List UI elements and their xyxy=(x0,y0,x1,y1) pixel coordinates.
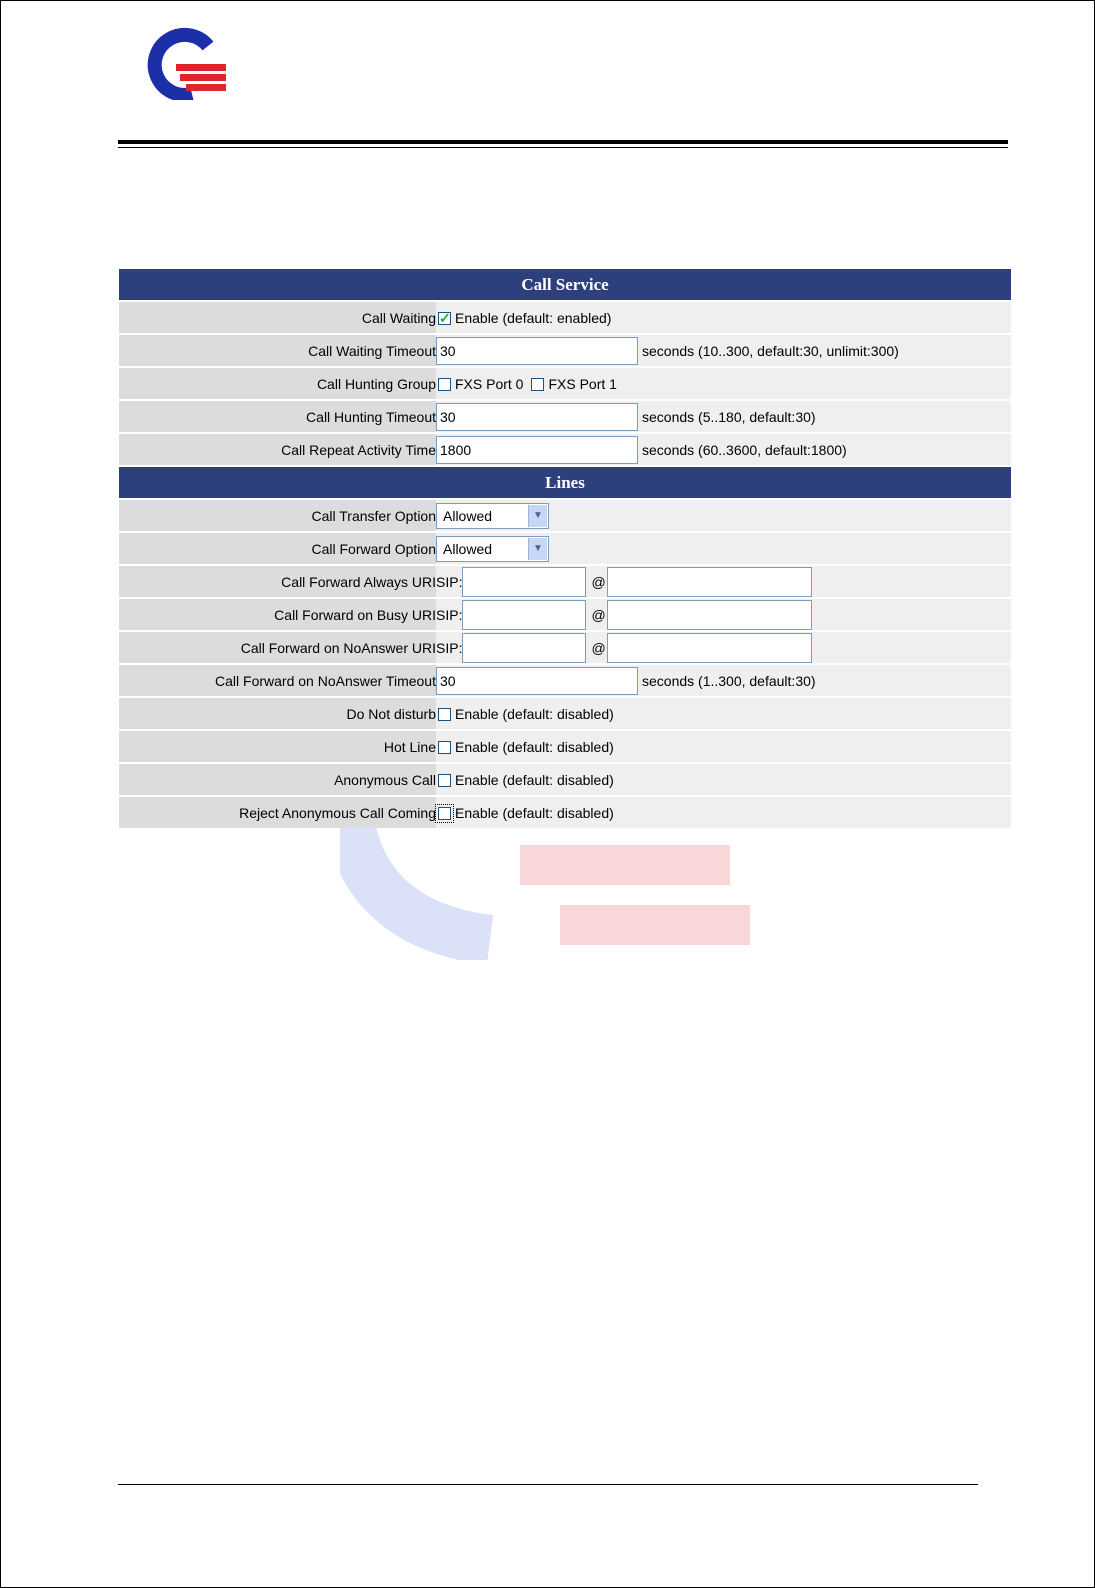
call-forward-always-label: Call Forward Always URI xyxy=(119,566,436,597)
call-waiting-timeout-label: Call Waiting Timeout xyxy=(119,335,436,366)
fxs-port-1-checkbox[interactable] xyxy=(531,378,544,391)
call-forward-noanswer-label: Call Forward on NoAnswer URI xyxy=(119,632,436,663)
call-settings-table xyxy=(119,267,1011,830)
call-repeat-activity-input[interactable]: 1800 xyxy=(436,436,638,464)
hot-line-option: Enable (default: disabled) xyxy=(455,739,614,756)
lines-title: Lines xyxy=(119,467,1011,498)
call-waiting-timeout-note: seconds (10..300, default:30, unlimit:300) xyxy=(642,342,899,359)
anonymous-call-row xyxy=(119,764,1011,795)
call-waiting-label: Call Waiting xyxy=(119,302,436,333)
call-forward-noanswer-timeout-label: Call Forward on NoAnswer Timeout xyxy=(119,665,436,696)
footer-rule xyxy=(118,1484,978,1485)
sip-prefix-label: SIP: xyxy=(436,639,463,656)
header-rule-thin xyxy=(118,147,1008,148)
dropdown-arrow-icon[interactable]: ▼ xyxy=(528,538,547,560)
logo-watermark xyxy=(340,825,760,960)
dropdown-arrow-icon[interactable]: ▼ xyxy=(528,505,547,527)
call-forward-noanswer-timeout-note: seconds (1..300, default:30) xyxy=(642,672,816,689)
call-service-title: Call Service xyxy=(119,269,1011,300)
call-waiting-timeout-row xyxy=(119,335,1011,366)
sip-prefix-label: SIP: xyxy=(436,606,463,623)
fxs-port-0-label: FXS Port 0 xyxy=(455,376,524,393)
header-rule xyxy=(118,140,1008,144)
call-forward-noanswer-row xyxy=(119,632,1011,663)
do-not-disturb-row xyxy=(119,698,1011,729)
call-repeat-activity-label: Call Repeat Activity Time xyxy=(119,434,436,465)
at-sign-label: @ xyxy=(591,573,606,590)
call-service-header xyxy=(119,269,1011,300)
call-hunting-timeout-label: Call Hunting Timeout xyxy=(119,401,436,432)
reject-anonymous-label: Reject Anonymous Call Coming xyxy=(119,797,436,828)
call-transfer-option-value: Allowed xyxy=(443,507,493,524)
call-forward-noanswer-timeout-input[interactable]: 30 xyxy=(436,667,638,695)
call-hunting-timeout-note: seconds (5..180, default:30) xyxy=(642,408,816,425)
call-forward-noanswer-timeout-row xyxy=(119,665,1011,696)
call-hunting-timeout-row xyxy=(119,401,1011,432)
call-forward-always-row xyxy=(119,566,1011,597)
call-forward-busy-host-input[interactable] xyxy=(607,600,812,630)
call-forward-busy-user-input[interactable] xyxy=(462,600,586,630)
call-forward-noanswer-host-input[interactable] xyxy=(607,633,812,663)
call-repeat-activity-note: seconds (60..3600, default:1800) xyxy=(642,441,847,458)
call-forward-option-select[interactable] xyxy=(436,536,549,562)
call-forward-option-value: Allowed xyxy=(443,540,493,557)
anonymous-call-option: Enable (default: disabled) xyxy=(455,772,614,789)
reject-anonymous-checkbox[interactable] xyxy=(438,807,451,820)
hot-line-checkbox[interactable] xyxy=(438,741,451,754)
anonymous-call-checkbox[interactable] xyxy=(438,774,451,787)
call-forward-busy-row xyxy=(119,599,1011,630)
do-not-disturb-label: Do Not disturb xyxy=(119,698,436,729)
call-forward-always-host-input[interactable] xyxy=(607,567,812,597)
call-forward-option-row xyxy=(119,533,1011,564)
brand-logo-icon xyxy=(146,24,226,100)
do-not-disturb-checkbox[interactable] xyxy=(438,708,451,721)
reject-anonymous-option: Enable (default: disabled) xyxy=(455,805,614,822)
call-waiting-checkbox[interactable] xyxy=(438,312,451,325)
call-waiting-timeout-input[interactable]: 30 xyxy=(436,337,638,365)
fxs-port-0-checkbox[interactable] xyxy=(438,378,451,391)
hot-line-label: Hot Line xyxy=(119,731,436,762)
call-forward-option-label: Call Forward Option xyxy=(119,533,436,564)
sip-prefix-label: SIP: xyxy=(436,573,463,590)
call-repeat-activity-row xyxy=(119,434,1011,465)
call-forward-noanswer-user-input[interactable] xyxy=(462,633,586,663)
anonymous-call-label: Anonymous Call xyxy=(119,764,436,795)
call-hunting-timeout-input[interactable]: 30 xyxy=(436,403,638,431)
call-forward-always-user-input[interactable] xyxy=(462,567,586,597)
call-hunting-group-label: Call Hunting Group xyxy=(119,368,436,399)
reject-anonymous-row xyxy=(119,797,1011,828)
do-not-disturb-option: Enable (default: disabled) xyxy=(455,706,614,723)
fxs-port-1-label: FXS Port 1 xyxy=(548,376,617,393)
call-waiting-option: Enable (default: enabled) xyxy=(455,310,612,327)
hot-line-row xyxy=(119,731,1011,762)
lines-header xyxy=(119,467,1011,498)
call-hunting-group-row xyxy=(119,368,1011,399)
call-forward-busy-label: Call Forward on Busy URI xyxy=(119,599,436,630)
at-sign-label: @ xyxy=(591,606,606,623)
call-waiting-row xyxy=(119,302,1011,333)
at-sign-label: @ xyxy=(591,639,606,656)
call-transfer-option-row xyxy=(119,500,1011,531)
call-transfer-option-label: Call Transfer Option xyxy=(119,500,436,531)
call-transfer-option-select[interactable] xyxy=(436,503,549,529)
